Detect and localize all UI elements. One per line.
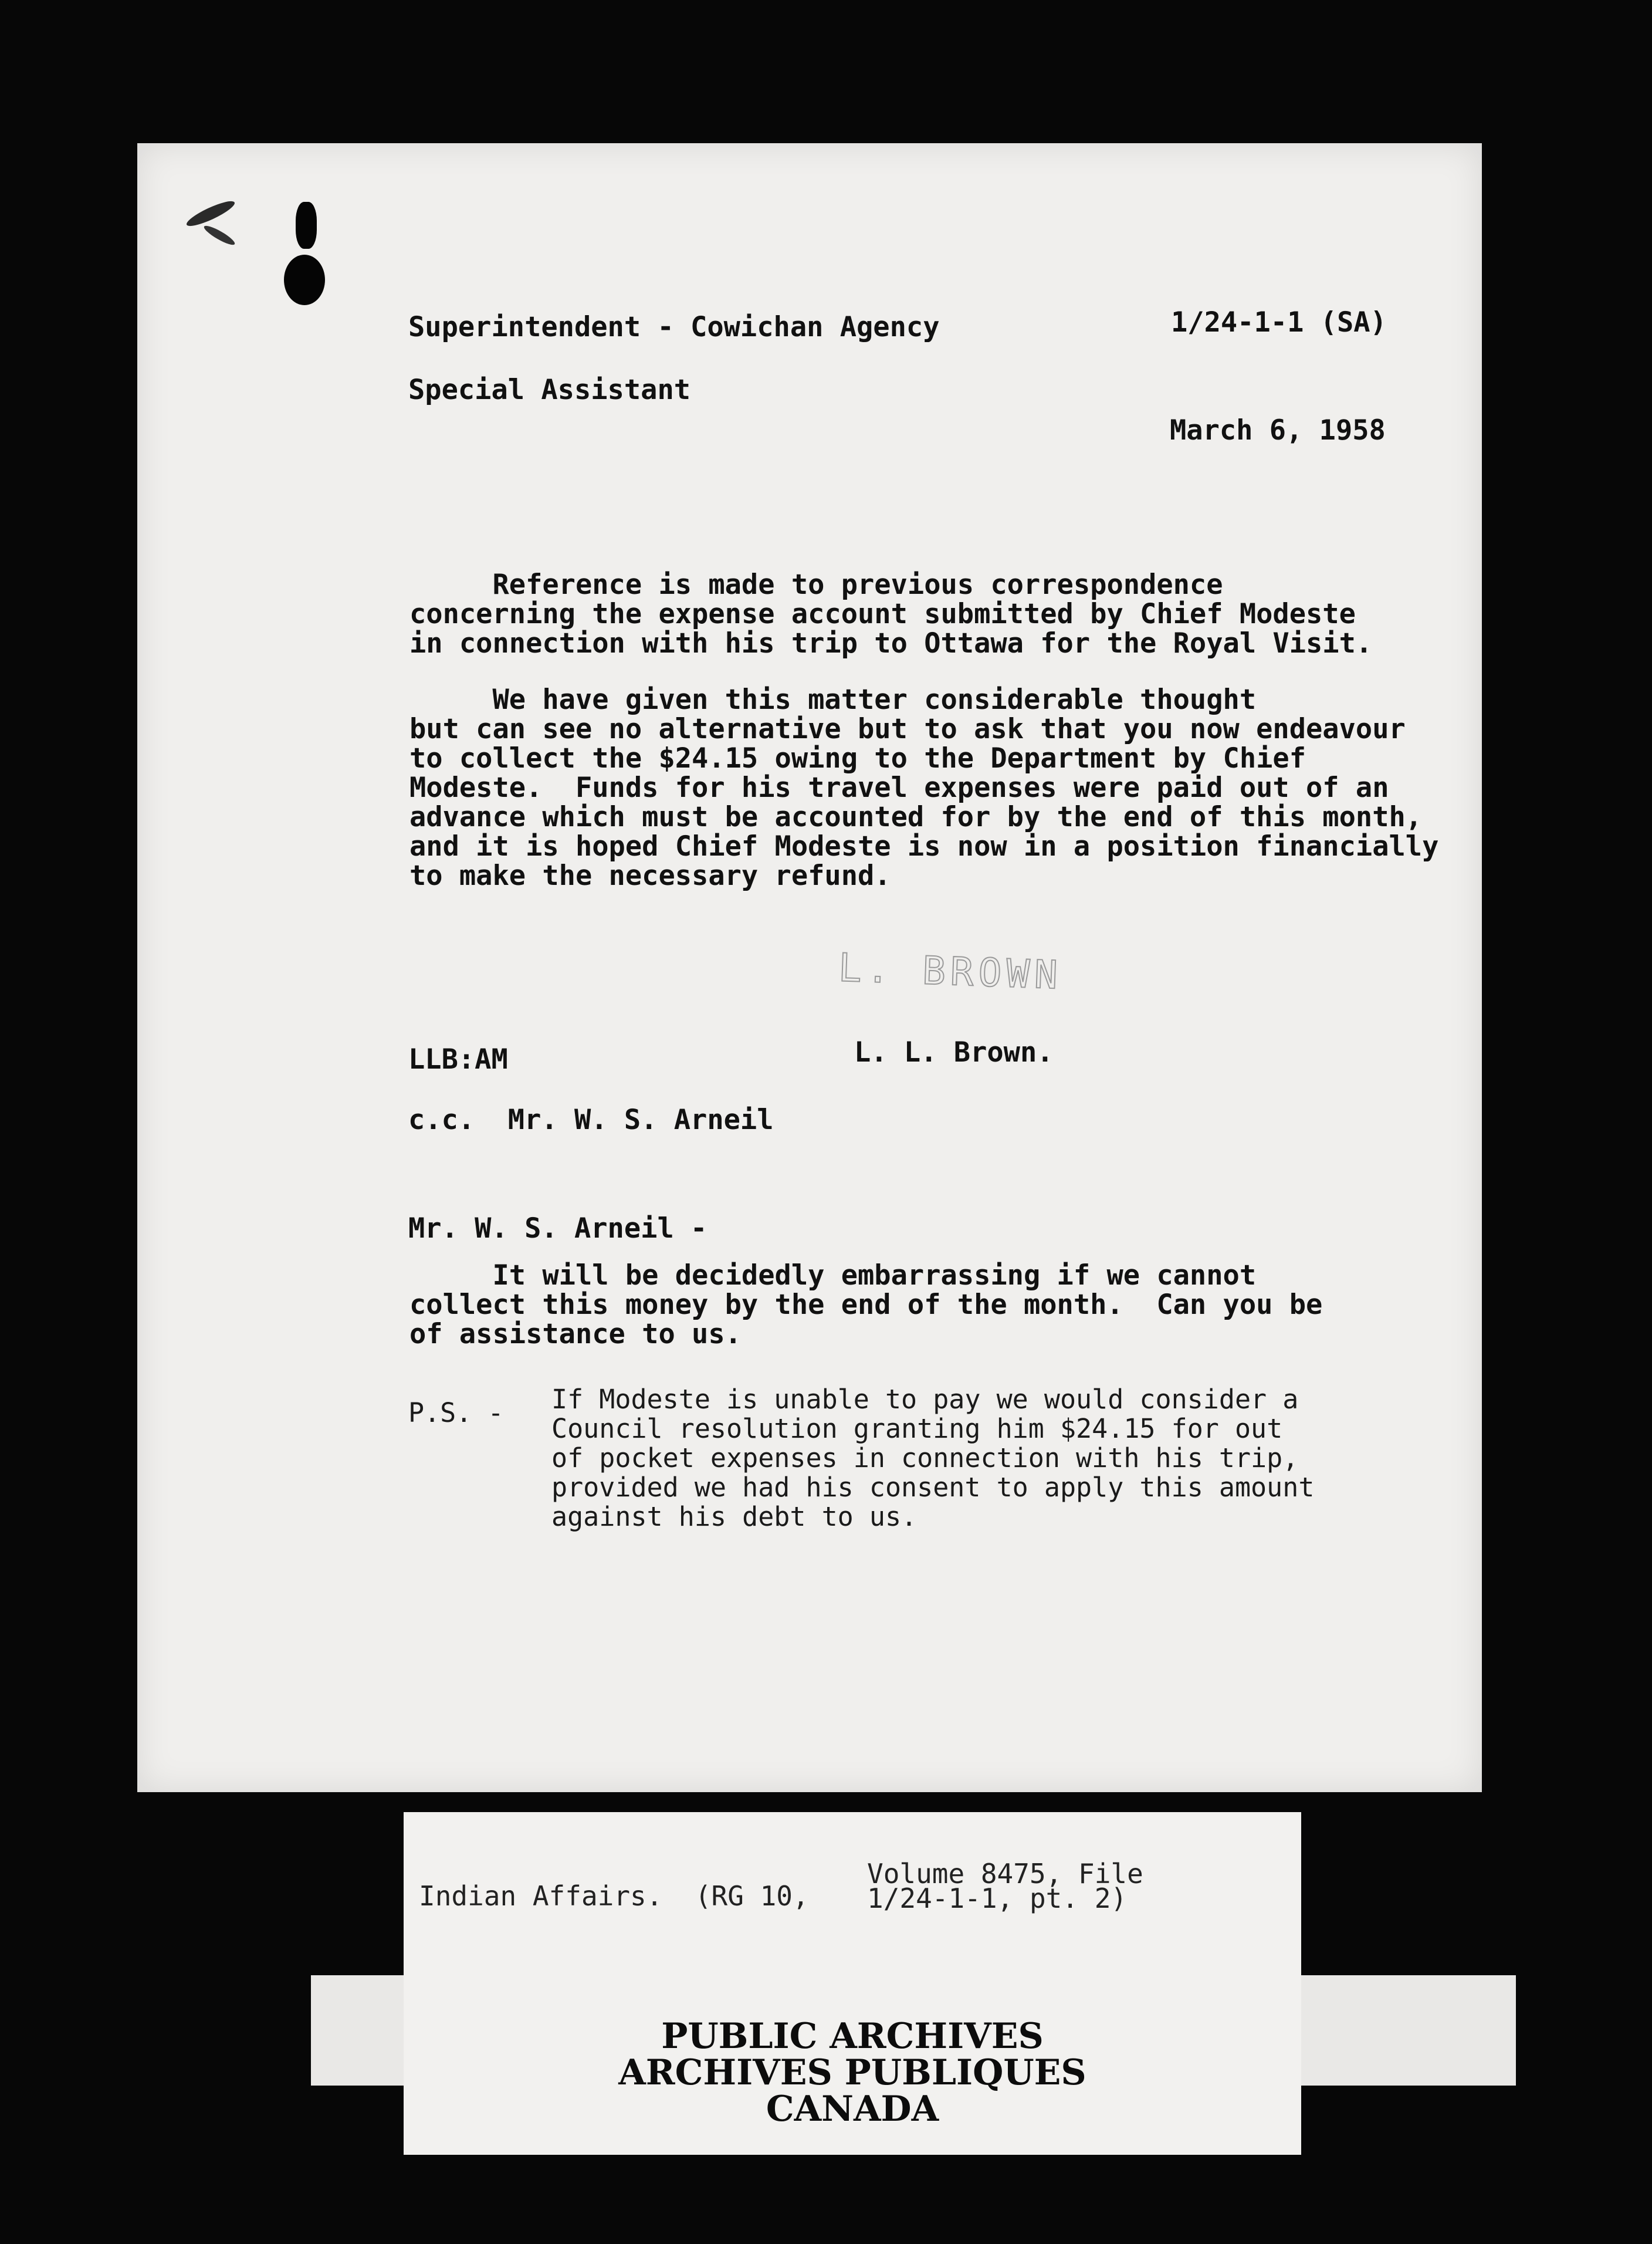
archive-name-french: ARCHIVES PUBLIQUES xyxy=(618,2052,1086,2093)
ink-blot xyxy=(284,255,325,305)
recipient-line: Superintendent - Cowichan Agency xyxy=(408,311,940,343)
archive-citation-file: 1/24-1-1, pt. 2) xyxy=(867,1883,1128,1914)
text-line: It will be decidedly embarrassing if we cannot xyxy=(409,1259,1257,1292)
archive-name-english: PUBLIC ARCHIVES xyxy=(661,2016,1044,2057)
text-line: advance which must be accounted for by the end of this month, xyxy=(409,801,1423,833)
text-line: Council resolution granting him $24.15 for out xyxy=(551,1413,1283,1444)
text-line: We have given this matter considerable thought xyxy=(409,684,1257,716)
ink-blot xyxy=(202,223,237,248)
signature-block: L. L. Brown. xyxy=(854,1036,1054,1069)
sender-line: Special Assistant xyxy=(408,374,691,406)
letter-page xyxy=(137,143,1482,1792)
text-line: and it is hoped Chief Modeste is now in a position financially xyxy=(409,830,1439,863)
tape-strip xyxy=(1293,1975,1516,2086)
text-line: of pocket expenses in connection with his trip, xyxy=(551,1442,1299,1474)
text-line: If Modeste is unable to pay we would consider a xyxy=(551,1384,1299,1415)
archive-country: CANADA xyxy=(766,2088,939,2130)
archive-label-card xyxy=(404,1812,1301,2155)
postscript-label: P.S. - xyxy=(408,1397,504,1428)
text-line: of assistance to us. xyxy=(409,1318,742,1350)
text-line: against his debt to us. xyxy=(551,1501,918,1532)
paragraph-request xyxy=(409,685,1524,891)
ink-blot xyxy=(296,202,317,249)
note-salutation: Mr. W. S. Arneil - xyxy=(408,1212,707,1245)
postscript-body xyxy=(551,1385,1652,1532)
archive-citation: Indian Affairs. (RG 10, xyxy=(419,1880,809,1912)
text-line: to make the necessary refund. xyxy=(409,860,891,892)
text-line: provided we had his consent to apply this amount xyxy=(551,1472,1315,1503)
text-line: but can see no alternative but to ask that you now endeavour xyxy=(409,713,1406,745)
text-line: collect this money by the end of the month. Can you be xyxy=(409,1289,1323,1321)
carbon-copy-line: c.c. Mr. W. S. Arneil xyxy=(408,1104,774,1136)
name-stamp: L. BROWN xyxy=(837,945,1064,998)
archive-citation-volume: Volume 8475, File xyxy=(867,1858,1143,1890)
file-reference: 1/24-1-1 (SA) xyxy=(1171,306,1387,339)
typist-initials: LLB:AM xyxy=(408,1043,508,1076)
text-line: concerning the expense account submitted by Chief Modeste xyxy=(409,598,1356,630)
paragraph-reference xyxy=(409,570,1524,658)
text-line: to collect the $24.15 owing to the Department by Chief xyxy=(409,742,1306,775)
text-line: Reference is made to previous correspondence xyxy=(409,569,1223,601)
text-line: Modeste. Funds for his travel expenses were paid out of an xyxy=(409,772,1389,804)
note-body xyxy=(409,1261,1524,1349)
letter-date: March 6, 1958 xyxy=(1170,414,1386,447)
text-line: in connection with his trip to Ottawa for the Royal Visit. xyxy=(409,627,1373,660)
ink-blot xyxy=(184,197,237,230)
